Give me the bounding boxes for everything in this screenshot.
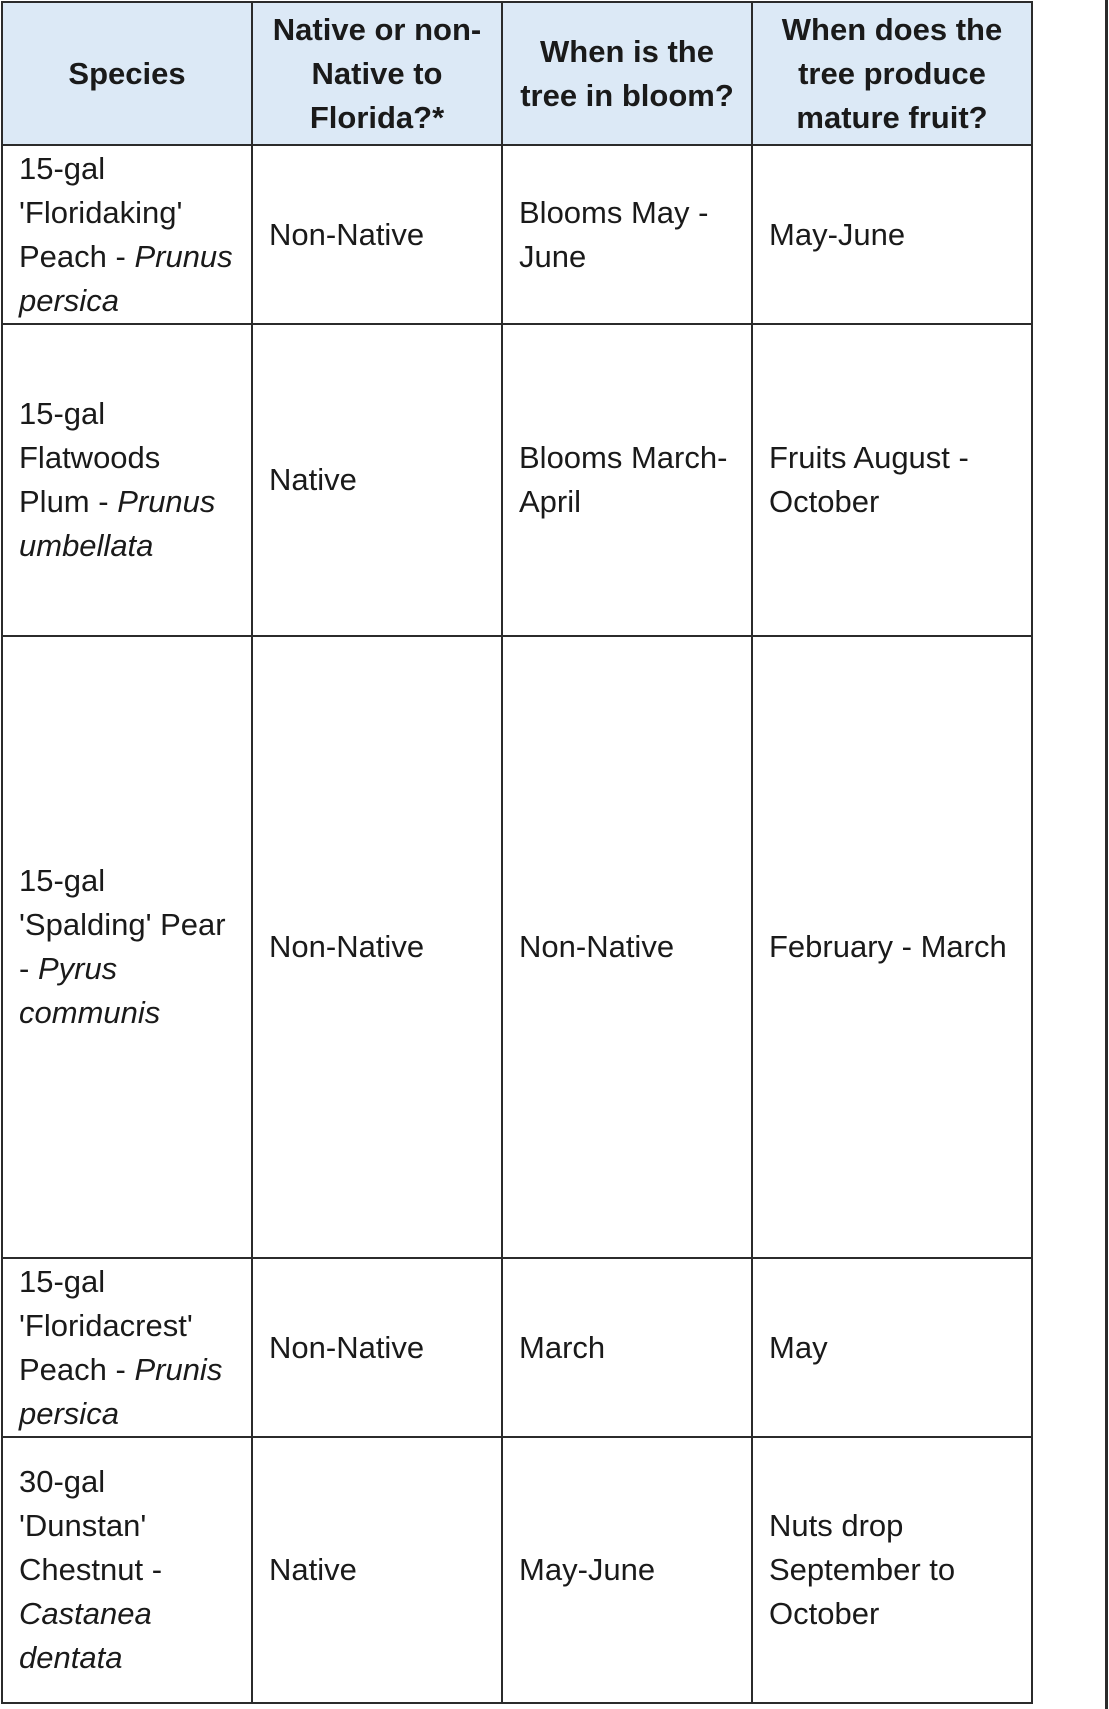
species-name: 15-gal 'Spalding' Pear - bbox=[19, 863, 226, 986]
species-cell bbox=[2, 1258, 252, 1437]
scientific-name: Pyrus communis bbox=[19, 951, 161, 1030]
fruit-cell: Fruits August - October bbox=[752, 324, 1032, 636]
scientific-name: Prunis persica bbox=[19, 1351, 223, 1431]
header-fruit: When does the tree produce mature fruit? bbox=[752, 2, 1032, 145]
species-name: 15-gal Flatwoods Plum - bbox=[19, 396, 161, 519]
bloom-cell: Blooms March-April bbox=[502, 324, 752, 636]
bloom-cell: Non-Native bbox=[502, 636, 752, 1258]
species-name: 15-gal 'Floridaking' Peach - bbox=[19, 150, 183, 274]
table-row bbox=[2, 1258, 1032, 1437]
scientific-name: Castanea dentata bbox=[19, 1596, 152, 1675]
header-species: Species bbox=[2, 2, 252, 145]
table-header-row bbox=[2, 2, 1032, 145]
species-name: 30-gal 'Dunstan' Chestnut - bbox=[19, 1464, 163, 1587]
native-cell: Native bbox=[252, 1437, 502, 1703]
bloom-cell: May-June bbox=[502, 1437, 752, 1703]
bloom-cell: March bbox=[502, 1258, 752, 1437]
table-row bbox=[2, 145, 1032, 324]
table-row bbox=[2, 1437, 1032, 1703]
scientific-name: Prunus persica bbox=[19, 238, 233, 318]
native-cell: Native bbox=[252, 324, 502, 636]
fruit-cell: February - March bbox=[752, 636, 1032, 1258]
native-cell: Non-Native bbox=[252, 636, 502, 1258]
native-cell: Non-Native bbox=[252, 1258, 502, 1437]
scientific-name: Prunus umbellata bbox=[19, 484, 216, 563]
native-cell: Non-Native bbox=[252, 145, 502, 324]
fruit-cell: Nuts drop September to October bbox=[752, 1437, 1032, 1703]
table-row bbox=[2, 636, 1032, 1258]
header-native: Native or non-Native to Florida?* bbox=[252, 2, 502, 145]
table-row bbox=[2, 324, 1032, 636]
header-bloom: When is the tree in bloom? bbox=[502, 2, 752, 145]
fruit-cell: May bbox=[752, 1258, 1032, 1437]
bloom-cell: Blooms May - June bbox=[502, 145, 752, 324]
species-cell bbox=[2, 636, 252, 1258]
page-edge-divider bbox=[1105, 0, 1108, 1709]
fruit-cell: May-June bbox=[752, 145, 1032, 324]
species-cell bbox=[2, 145, 252, 324]
species-cell bbox=[2, 324, 252, 636]
species-cell bbox=[2, 1437, 252, 1703]
fruit-tree-table bbox=[1, 1, 1033, 1704]
species-name: 15-gal 'Floridacrest' Peach - bbox=[19, 1263, 193, 1387]
